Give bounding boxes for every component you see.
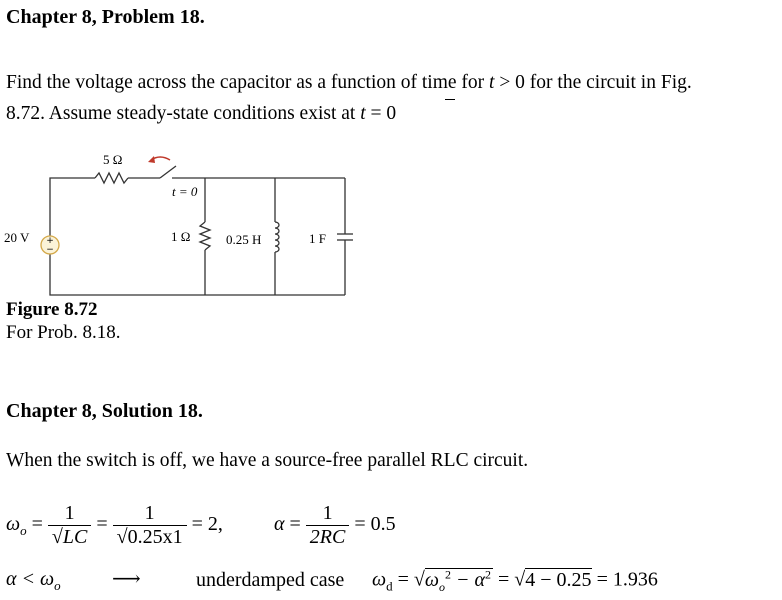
wire-left-top xyxy=(50,178,95,237)
switch-blade xyxy=(160,166,176,178)
omega-o-equation: $\omega_o$ = $\frac{1}{√LC}$ = $\frac{1}{√0.25x1}$ = 2, xyxy=(6,502,223,548)
label-source: 20 V xyxy=(4,230,30,245)
label-5-ohm: 5 Ω xyxy=(103,152,123,167)
resistor-1-ohm xyxy=(200,222,210,250)
svg-text:+: + xyxy=(46,236,54,246)
solution-intro: When the switch is off, we have a source-free parallel RLC circuit. xyxy=(6,450,529,471)
underdamped-label: underdamped case xyxy=(196,569,345,591)
circuit-diagram xyxy=(0,150,380,305)
label-inductor: 0.25 H xyxy=(226,232,262,247)
solution-heading: Chapter 8, Solution 18. xyxy=(6,400,203,422)
figure-caption-sub: For Prob. 8.18. xyxy=(6,322,121,343)
resistor-5-ohm xyxy=(95,173,128,183)
alpha-equation: α = $\frac{1}{2RC}$ = 0.5 xyxy=(274,502,396,548)
label-1-ohm: 1 Ω xyxy=(171,229,191,244)
fraction-1-over-sqrt-lc: $\frac{1}{√LC}$ xyxy=(48,502,91,549)
problem-heading: Chapter 8, Problem 18. xyxy=(6,6,205,28)
fraction-1-over-2rc: $\frac{1}{2RC}$ xyxy=(306,502,350,549)
problem-text-line-2: 8.72. Assume steady-state conditions exist at t = 0 xyxy=(6,103,397,124)
fraction-1-over-sqrt-value: $\frac{1}{√0.25x1}$ xyxy=(113,502,187,549)
svg-text:−: − xyxy=(46,245,54,255)
figure-caption-title: Figure 8.72 xyxy=(6,299,98,320)
omega-d-equation: $\omega_d = √\omega_o^2 - \alpha^2 = √4 - 0.25 = 1.936$ xyxy=(372,567,658,594)
arrow-icon: ⟶ xyxy=(112,568,141,590)
inductor-coil xyxy=(275,222,279,252)
alpha-less-than-omega: $\alpha < \omega_o$ xyxy=(6,568,61,593)
label-switch-time: t = 0 xyxy=(172,184,198,199)
problem-text-line-1: Find the voltage across the capacitor as a function of time for t > 0 for the circuit in Fig. xyxy=(6,72,692,93)
label-capacitor: 1 F xyxy=(309,231,326,246)
superscript-minus-mark xyxy=(445,99,455,100)
